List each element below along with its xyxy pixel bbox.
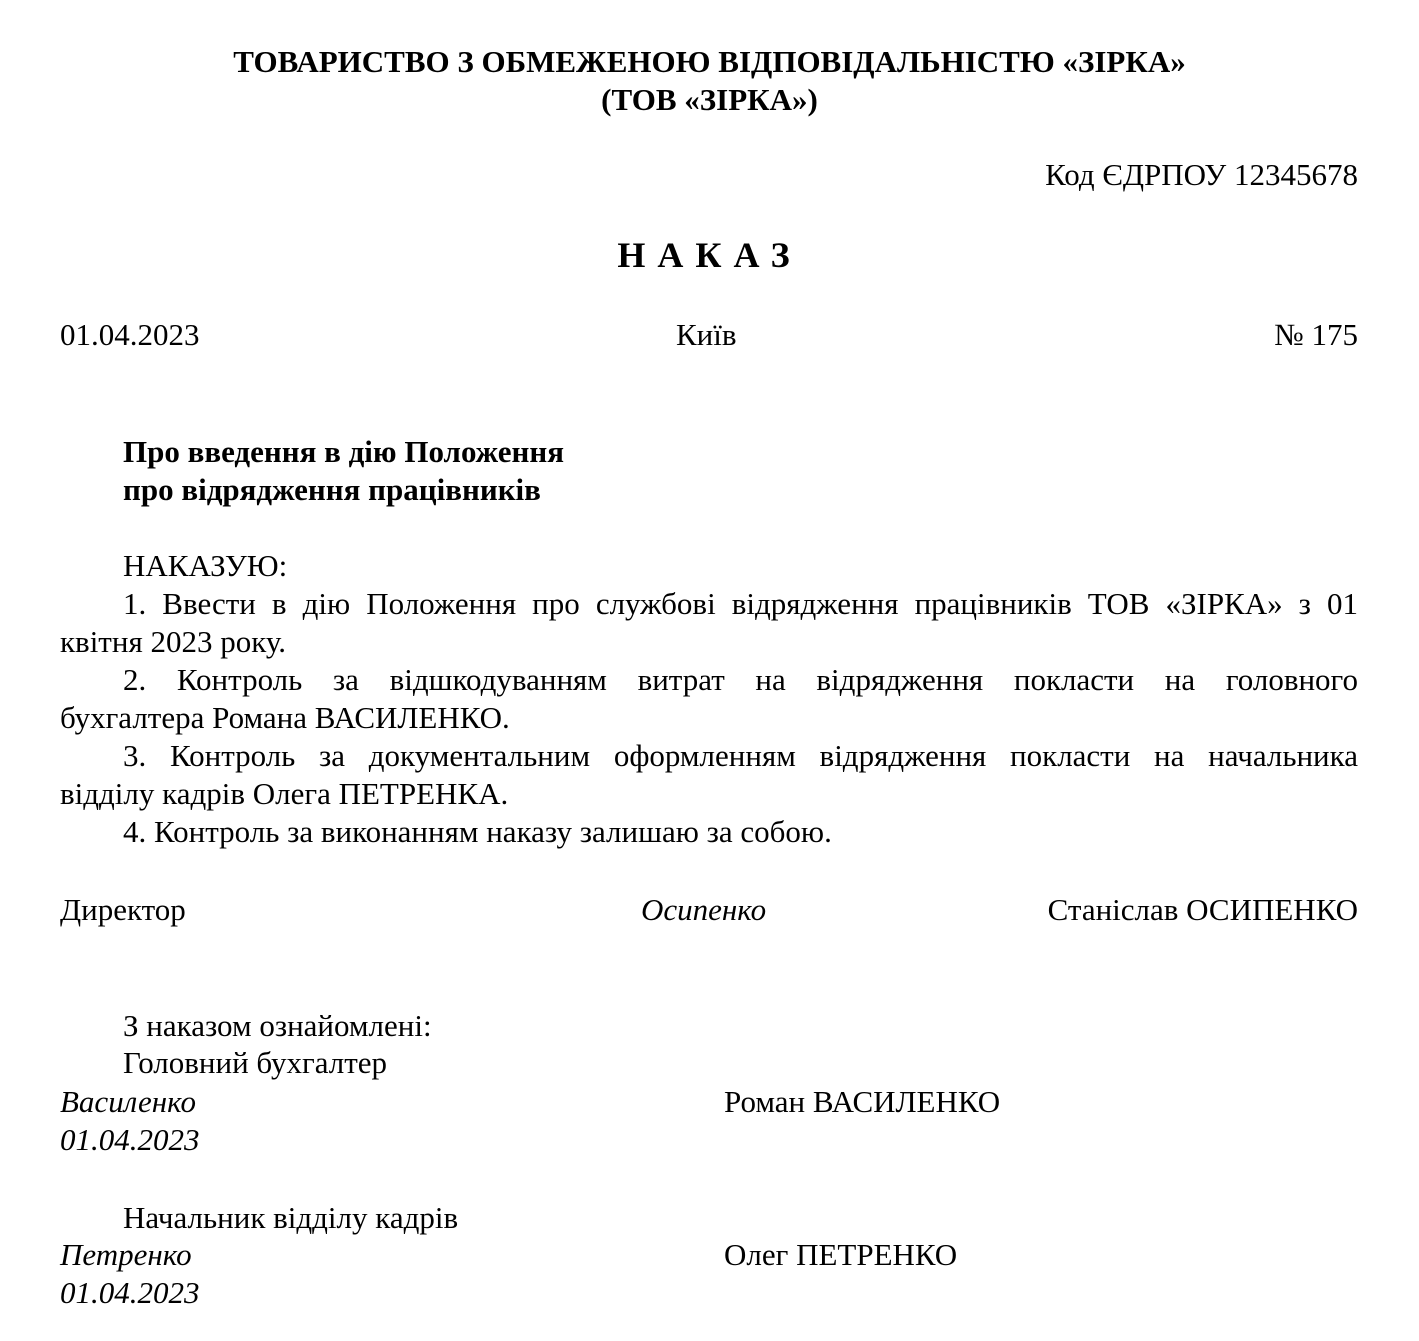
order-item-1 — [60, 585, 1358, 661]
acquaintance-name-1: Роман ВАСИЛЕНКО — [724, 1084, 1001, 1119]
acquaintance-signature-2: Петренко — [60, 1237, 192, 1272]
subject-line-1: Про введення в дію Положення — [123, 434, 564, 469]
director-signature: Осипенко — [641, 892, 767, 927]
document-number: № 175 — [1274, 317, 1358, 352]
director-name: Станіслав ОСИПЕНКО — [1047, 892, 1358, 927]
order-item-2-line-2: бухгалтера Романа ВАСИЛЕНКО. — [60, 700, 510, 735]
order-item-2 — [60, 661, 1358, 737]
acquaintance-signature-1: Василенко — [60, 1084, 196, 1119]
order-intro: НАКАЗУЮ: — [123, 548, 288, 583]
organization-short-name: (ТОВ «ЗІРКА») — [601, 82, 818, 117]
order-item-4: 4. Контроль за виконанням наказу залишаю за собою. — [123, 814, 832, 849]
acquaintance-position-2: Начальник відділу кадрів — [123, 1200, 459, 1235]
acquaintance-name-2: Олег ПЕТРЕНКО — [724, 1237, 958, 1272]
document-place: Київ — [676, 317, 737, 352]
order-item-3-line-2: відділу кадрів Олега ПЕТРЕНКА. — [60, 776, 509, 811]
acquaintance-position-1: Головний бухгалтер — [123, 1045, 388, 1080]
organization-full-name: ТОВАРИСТВО З ОБМЕЖЕНОЮ ВІДПОВІДАЛЬНІСТЮ «ЗІРКА» — [233, 44, 1186, 79]
director-position: Директор — [60, 892, 186, 927]
document-title: НАКАЗ — [617, 235, 802, 275]
acquaintance-heading: З наказом ознайомлені: — [123, 1008, 432, 1043]
subject-line-2: про відрядження працівників — [123, 472, 541, 507]
order-item-3-line-1: 3. Контроль за документальним оформленням відрядження покласти на начальника — [123, 738, 1358, 773]
order-item-1-line-1: 1. Ввести в дію Положення про службові відрядження працівників ТОВ «ЗІРКА» з 01 — [123, 586, 1358, 621]
document-date: 01.04.2023 — [60, 317, 200, 352]
acquaintance-date-2: 01.04.2023 — [60, 1275, 200, 1310]
order-item-2-line-1: 2. Контроль за відшкодуванням витрат на відрядження покласти на головного — [123, 662, 1358, 697]
edrpou-code: Код ЄДРПОУ 12345678 — [1045, 157, 1358, 192]
order-item-1-line-2: квітня 2023 року. — [60, 624, 286, 659]
acquaintance-date-1: 01.04.2023 — [60, 1122, 200, 1157]
order-item-3 — [60, 737, 1358, 813]
